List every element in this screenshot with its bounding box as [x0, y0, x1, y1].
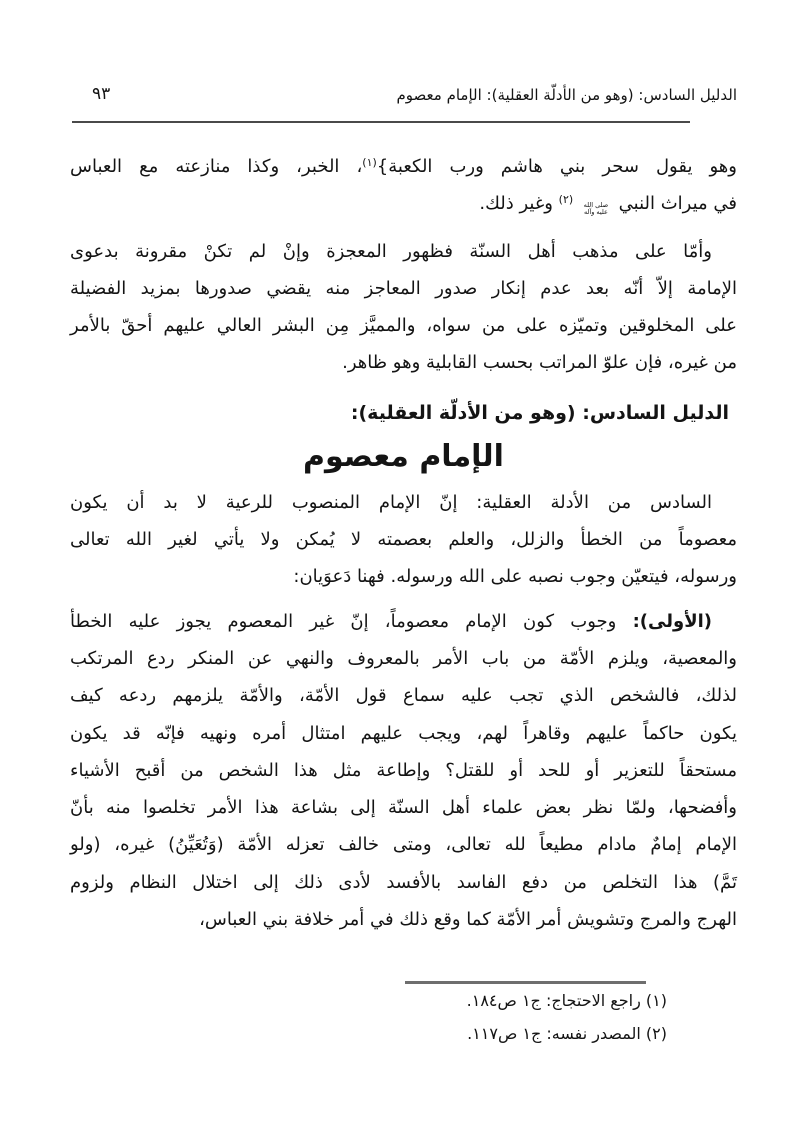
- header-rule: [72, 121, 690, 123]
- text-line: الهرج والمرج وتشويش أمر الأمّة كما وقع ذلك في أمر خلافة بني العباس،: [199, 909, 737, 931]
- running-title: الدليل السادس: (وهو من الأدلّة العقلية): الإمام معصوم: [396, 86, 737, 104]
- text-line: ورسوله، فيتعيّن وجوب نصبه على الله ورسوله. فهنا دَعوَيان:: [293, 566, 737, 588]
- text-line: وأفضحها، ولمّا نظر بعض علماء أهل السنّة إلى بشاعة هذا الأمر تخلصوا منه بأنّ: [70, 797, 737, 819]
- text-line: والمعصية، ويلزم الأمّة من باب الأمر بالمعروف والنهي عن المنكر ردع المرتكب: [70, 647, 737, 669]
- footnotes-area: [0, 981, 803, 1050]
- footnote-1: (١) راجع الاحتجاج: ج١ ص١٨٤.: [466, 991, 667, 1010]
- text-line: (الأولى): وجوب كون الإمام معصوماً، إنّ غير المعصوم يجوز عليه الخطأ: [70, 610, 712, 632]
- text-line: وأمّا على مذهب أهل السنّة فظهور المعجزة وإنْ لم تكنْ مقرونة بدعوى: [70, 240, 712, 262]
- page-body: [70, 148, 737, 938]
- text-line: معصوماً من الخطأ والزلل، والعلم بعصمته لا يُمكن ولا يأتي لغير الله تعالى: [70, 529, 737, 551]
- text-line: على المخلوقين وتميّزه على من سواه، والمميَّز مِن البشر العالي عليهم أحقّ بالأمر: [70, 315, 737, 337]
- text-line: مستحقاً للتعزير أو للحد أو للقتل؟ وإطاعة مثل هذا الشخص من أقبح الأشياء: [70, 759, 737, 781]
- paragraph-sixth-proof: [70, 484, 737, 596]
- text-line: الإمام إمامٌ مادام مطيعاً لله تعالى، ومتى خالف تعزله الأمّة (وَتُعَيِّنُ) غيره، (ولو: [70, 834, 737, 856]
- text-line: تَمَّ) هذا التخلص من دفع الفاسد بالأفسد لأدى ذلك إلى اختلال النظام ولزوم: [70, 871, 737, 893]
- paragraph-sunni-view: [70, 233, 737, 382]
- chapter-title: الإمام معصوم: [303, 438, 504, 474]
- page-number: ٩٣: [92, 84, 111, 104]
- text-line: وهو يقول سحر بني هاشم ورب الكعبة}$^{(١)}$، الخبر، وكذا منازعته مع العباس: [70, 156, 737, 177]
- paragraph-first-claim: [70, 603, 737, 939]
- footnote-2: (٢) المصدر نفسه: ج١ ص١١٧.: [467, 1024, 667, 1043]
- text-line: في ميراث النبي صلى الله عليه وآله $^{(٢)}$ وغير ذلك.: [479, 193, 737, 217]
- section-heading: الدليل السادس: (وهو من الأدلّة العقلية):: [350, 401, 729, 424]
- paragraph-continuation: [70, 148, 737, 223]
- text-line: الإمامة إلاّ أنّه بعد عدم إنكار صدور المعاجز منه يقضي صدورها بمزيد الفضيلة: [70, 277, 737, 299]
- text-line: يكون حاكماً عليهم وقاهراً لهم، ويجب عليهم امتثال أمره ونهيه فإنّه قد يكون: [70, 722, 737, 744]
- text-line: السادس من الأدلة العقلية: إنّ الإمام المنصوب للرعية لا بد أن يكون: [70, 491, 712, 513]
- text-line: لذلك، فالشخص الذي تجب عليه سماع قول الأمّة، والأمّة يلزمهم ردعه كيف: [70, 685, 737, 707]
- page-header: [0, 84, 803, 104]
- text-line: من غيره، فإن علوّ المراتب بحسب القابلية وهو ظاهر.: [342, 352, 737, 374]
